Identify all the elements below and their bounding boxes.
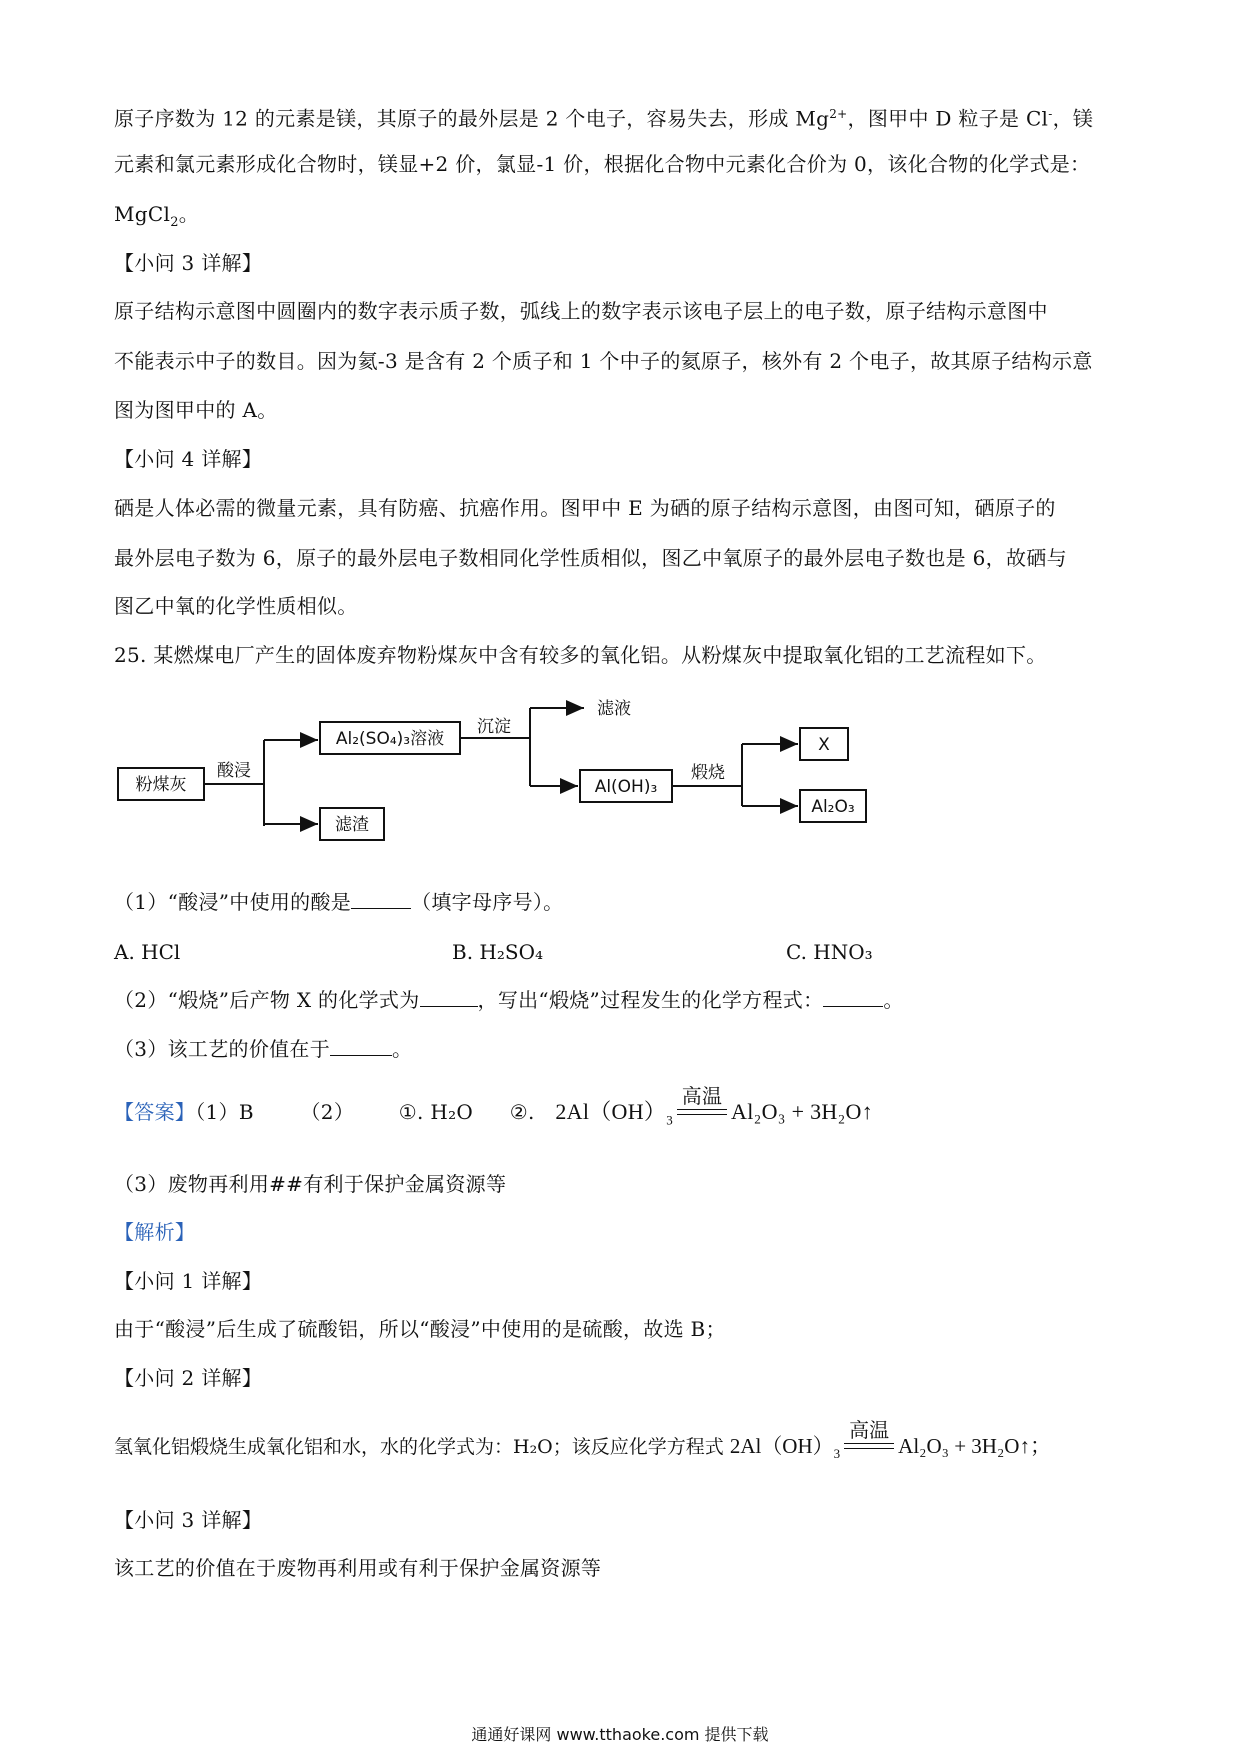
label-al2o3: Al₂O₃ <box>811 797 855 817</box>
answer-label: 【答案】 <box>114 1100 196 1124</box>
para-line-6: 图为图甲中的 A。 <box>114 398 278 422</box>
para-line-7: 硒是人体必需的微量元素，具有防癌、抗癌作用。图甲中 E 为硒的原子结构示意图，由图可知，硒原子的 <box>114 496 1056 520</box>
label-residue: 滤渣 <box>335 815 369 835</box>
option-c: C. HNO₃ <box>786 940 873 964</box>
para-line-1: 原子序数为 12 的元素是镁，其原子的最外层是 2 个电子，容易失去，形成 $Mg^{2+}$，图甲中 D 粒子是 Cl-，镁 <box>114 106 1094 131</box>
subq4-heading: 【小问 4 详解】 <box>114 447 263 471</box>
para-line-8: 最外层电子数为 6，原子的最外层电子数相同化学性质相似，图乙中氧原子的最外层电子数也是 6，故硒与 <box>114 546 1067 570</box>
analysis-label: 【解析】 <box>114 1220 196 1244</box>
analysis-subq2-text: 氢氧化铝煅烧生成氧化铝和水，水的化学式为：H₂O；该反应化学方程式 $2Al(OH)_3$ 高温 Al₂O₃ + 3H₂O↑； <box>114 1420 1051 1462</box>
answer-3: （3）废物再利用##有利于保护金属资源等 <box>114 1172 507 1196</box>
analysis-subq2-heading: 【小问 2 详解】 <box>114 1366 263 1390</box>
analysis-subq1-heading: 【小问 1 详解】 <box>114 1269 263 1293</box>
question-25: 25. 某燃煤电厂产生的固体废弃物粉煤灰中含有较多的氧化铝。从粉煤灰中提取氧化铝的工艺流程如下。 <box>114 643 1047 667</box>
para-line-3: MgCl$_2$。 <box>114 202 200 230</box>
question-1: （1）“酸浸”中使用的酸是 （填字母序号）。 <box>114 890 564 914</box>
option-a: A. HCl <box>114 940 181 964</box>
question-2: （2）“煅烧”后产物 X 的化学式为 ，写出“煅烧”过程发生的化学方程式： 。 <box>114 988 904 1012</box>
condition-high-temp-2: 高温 <box>842 1447 896 1453</box>
condition-high-temp: 高温 <box>675 1113 729 1119</box>
para-line-9: 图乙中氧的化学性质相似。 <box>114 594 358 618</box>
question-3: （3）该工艺的价值在于 。 <box>114 1037 413 1061</box>
label-precipitate: 沉淀 <box>477 717 511 737</box>
label-x: X <box>818 735 830 755</box>
analysis-subq3-text: 该工艺的价值在于废物再利用或有利于保护金属资源等 <box>114 1556 602 1580</box>
label-calcine: 煅烧 <box>691 763 725 783</box>
para-line-5: 不能表示中子的数目。因为氦-3 是含有 2 个质子和 1 个中子的氦原子，核外有 2 个电子，故其原子结构示意 <box>114 349 1093 373</box>
option-b: B. H₂SO₄ <box>452 940 543 964</box>
label-acid-leach: 酸浸 <box>217 761 251 781</box>
analysis-subq3-heading: 【小问 3 详解】 <box>114 1508 263 1532</box>
label-start: 粉煤灰 <box>135 775 187 795</box>
subq3-heading: 【小问 3 详解】 <box>114 251 263 275</box>
process-flow-diagram <box>114 690 894 850</box>
footer-source: 通通好课网 www.tthaoke.com 提供下载 <box>471 1725 769 1744</box>
para-line-2: 元素和氯元素形成化合物时，镁显+2 价，氯显-1 价，根据化合物中元素化合价为 0，该化合物的化学式是： <box>114 152 1091 176</box>
answer-line: 【答案】（1）B （2） ①. H₂O ②. $2Al(OH)_3$ 高温 Al₂O₃ + 3H₂O↑ <box>114 1086 874 1128</box>
analysis-subq1-text: 由于“酸浸”后生成了硫酸铝，所以“酸浸”中使用的是硫酸，故选 B； <box>114 1317 726 1341</box>
label-filtrate: 滤液 <box>597 699 631 719</box>
label-aloh3: Al(OH)₃ <box>594 777 658 797</box>
label-al2so43: Al₂(SO₄)₃溶液 <box>335 729 445 749</box>
para-line-4: 原子结构示意图中圆圈内的数字表示质子数，弧线上的数字表示该电子层上的电子数，原子结构示意图中 <box>114 299 1048 323</box>
